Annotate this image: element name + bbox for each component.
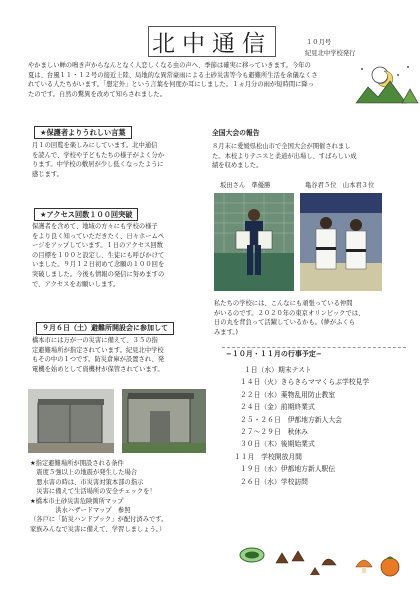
- drill-line: 定避難場所が指定されています。紀見北中学校: [32, 346, 164, 354]
- access-line: 保護者を含めて、地域の方々にも学校の様子: [32, 223, 158, 230]
- drill-note: （各戸に「防災ハンドブック」が配付済みです。: [30, 516, 168, 524]
- tournament-line: 績を収めました。: [212, 162, 263, 170]
- drill-heading: ９月６日（土）避難所開設会に参加して: [36, 322, 174, 335]
- access-line: をより良く知っていただきたく、日々ホームペ: [32, 232, 165, 240]
- judo-players-photo: [300, 193, 382, 291]
- tournament-heading: 全国大会の報告: [212, 129, 260, 137]
- schedule-item: ２７〜２９日 秋休み: [240, 428, 308, 437]
- drill-note: ★指定避難場所が開設される条件: [30, 460, 124, 467]
- access-heading: ★アクセス回数１００回突破: [34, 208, 138, 221]
- schedule-item: １４日（火）きらきらママくらぶ学校見学: [240, 378, 370, 387]
- drill-note: 家族みんなで災害に備えて、学習しましょう。）: [30, 525, 166, 533]
- intro-line: 夏は、台風１１・１２号の接近上陸、局地的な異常豪雨による土砂災害等今も避難所生活を余儀なくさ: [28, 71, 318, 79]
- caption-tennis: 坂田さん 準優勝: [220, 182, 271, 189]
- tournament-follow-line: 私たちの学校には、こんなにも頑張っている仲間: [214, 300, 353, 307]
- schedule-item: １日（水）期末テスト: [244, 366, 312, 374]
- schedule-item: １１月 学校開放月間: [234, 452, 302, 461]
- tournament-follow-line: がいるのです。２０２０年の東京オリンピックでは、: [214, 309, 365, 317]
- schedule-item: ２６日（水）学校訪問: [240, 477, 308, 486]
- drill-note: 悪水害の時は、市災害対策本部の指示: [30, 478, 144, 486]
- dispatch-line: 感じます。: [32, 170, 63, 178]
- tournament-line: た。本校よりテニスと柔道が出場し、すばらしい成: [212, 152, 357, 160]
- intro-line: れている人たちがいます。「想定外」という言葉を何度か耳にしました。１ヵ月分の雨が短時間に降っ: [28, 81, 315, 89]
- storage-shed-photo-right: [122, 389, 206, 453]
- access-line: の目標を１００と設定し、生徒にも呼びかけて: [32, 251, 165, 259]
- schedule-divider: [222, 347, 406, 348]
- schedule-item: １９日（水）伊都地方新人駅伝: [240, 465, 336, 474]
- access-line: いました。９月１２日初めて念願の１００回を: [32, 261, 165, 269]
- schedule-item: ３０日（木）後期始業式: [240, 440, 315, 449]
- moon-tree-illustration: [350, 59, 420, 105]
- storage-shed-photo-left: [28, 389, 114, 453]
- access-line: で、アクセスをお願いします。: [32, 280, 120, 288]
- intro-line: たのです。自然の驚異を改めて知らされました。: [28, 90, 167, 98]
- dispatch-line: を読んで、学校や子どもたちの様子がよく分か: [32, 151, 165, 159]
- drill-note: ★橋本市土砂災害危険箇所マップ: [30, 497, 124, 505]
- schedule-item: ２２日（水）薬物乱用防止教室: [240, 390, 336, 399]
- drill-note: 震度５強以上の地震が発生した場合: [30, 469, 138, 477]
- autumn-decoration: [226, 535, 412, 585]
- schedule-item: ２５・２６日 伊都地方新人大会: [240, 415, 342, 424]
- caption-judo: 亀谷君５位 山本君３位: [305, 182, 375, 189]
- newsletter-title: 北中通信: [152, 31, 272, 57]
- schedule-item: ２４日（金）前期終業式: [240, 403, 315, 412]
- issue-number: １０月号: [306, 39, 332, 46]
- newsletter-title-box: [148, 26, 276, 57]
- publisher: 紀見北中学校発行: [305, 50, 356, 57]
- drill-line: 電機を始めとして資機材が保管されています。: [32, 365, 164, 373]
- dispatch-heading: ★保護者よりうれしい言葉: [34, 126, 132, 139]
- tournament-follow-line: みます。): [214, 328, 238, 336]
- dispatch-line: 月１の回覧を楽しみにしています。北中通信: [32, 142, 158, 149]
- drill-line: 橋本市には万が一の災害に備えて、３５の指: [32, 337, 158, 344]
- drill-line: もその中の１つです。防災倉庫が設置され、発: [32, 356, 165, 364]
- access-line: ージをアップしています。１日のアクセス回数: [32, 242, 163, 250]
- dispatch-line: ります。中学校の敷居が少し低くなったように: [32, 161, 164, 169]
- intro-line: やかましい蝉の鳴き声からなんとなく人恋しくなる虫の声へ、季節は確実に移っていきます。今年の: [28, 62, 311, 69]
- access-line: 突破しました。今後も情報の発信に努めますの: [32, 270, 165, 278]
- drill-note: 災害に備えて生活場所の安全チェックを！: [30, 488, 156, 496]
- drill-note: 洪水ハザードマップ 参照: [30, 507, 131, 515]
- tournament-follow-line: 日の丸を背負って活躍しているかも。(夢がふくら: [214, 319, 355, 327]
- tournament-line: ８月末に愛媛県松山市で全国大会が開催されまし: [212, 143, 351, 150]
- tennis-player-photo: [214, 193, 294, 291]
- schedule-heading: −１０月・１１月の行事予定−: [226, 350, 322, 358]
